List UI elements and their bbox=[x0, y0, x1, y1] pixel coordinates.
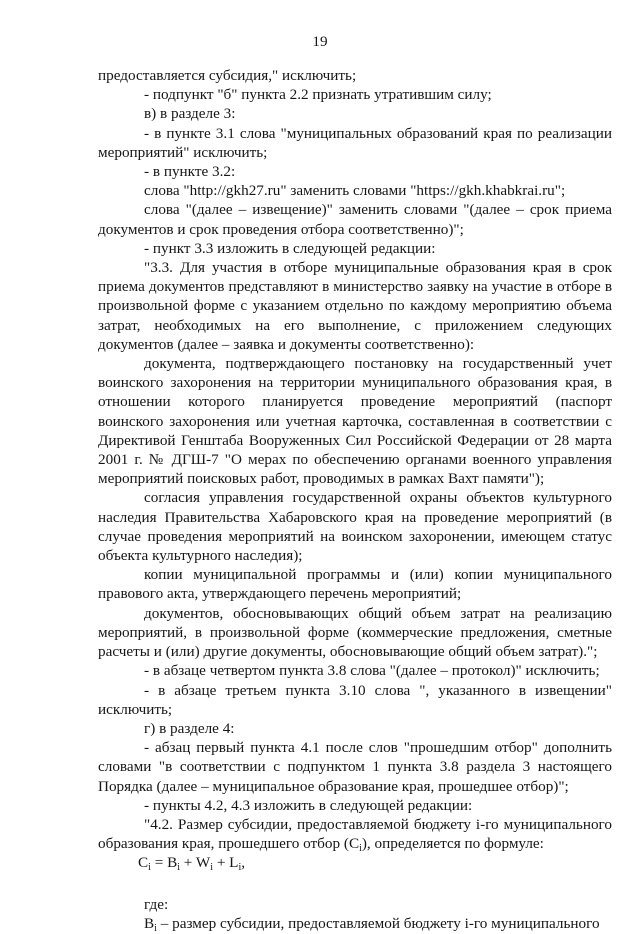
paragraph-text: ), определяется по формуле: bbox=[361, 835, 544, 853]
paragraph: документов, обосновывающих общий объем затрат на реализацию мероприятий, в произвольной форме (коммерческие предложения, сметные расчеты и (или) другие документы, обосновывающие общий объем затрат)."; bbox=[98, 604, 612, 661]
paragraph: слова "(далее – извещение)" заменить словами "(далее – срок приема документов и срок проведения отбора соответственно)"; bbox=[98, 201, 612, 238]
paragraph bbox=[98, 815, 612, 853]
spacer bbox=[98, 873, 612, 895]
paragraph: - пункт 3.3 изложить в следующей редакции: bbox=[144, 239, 436, 257]
formula-term: + W bbox=[180, 854, 211, 872]
paragraph: г) в разделе 4: bbox=[144, 719, 235, 737]
paragraph: - в абзаце третьем пункта 3.10 слова ", указанного в извещении" исключить; bbox=[98, 681, 612, 718]
formula-term: + L bbox=[213, 854, 239, 872]
subscript: i bbox=[148, 862, 151, 874]
subscript: i bbox=[154, 922, 157, 934]
paragraph: "3.3. Для участия в отборе муниципальные образования края в срок приема документов представляют в министерство заявку на участие в отборе в произвольной форме с указанием отдельно по каждому мероприятию объема затрат, необходимых на его выполнение, с приложением следующих документов (далее – заявка и документы соответственно): bbox=[98, 259, 612, 353]
paragraph-text: – размер субсидии, предоставляемой бюджету i-го муниципального bbox=[156, 914, 600, 932]
page-number: 19 bbox=[312, 33, 328, 50]
paragraph: документа, подтверждающего постановку на государственный учет воинского захоронения на территории муниципального образования края, в отношении которого планируется проведение мероприятий (паспорт воинского захоронения или учетная карточка, составленная в соответствии с Директивой Генштаба Вооруженных Сил Российской Федерации от 28 марта 2001 г. № ДГШ-7 "О мерах по обеспечению органами военного управления мероприятий поисковых работ, проводимых в рамках Вахт памяти"); bbox=[98, 355, 612, 488]
subscript: i bbox=[177, 862, 180, 874]
document-body bbox=[98, 66, 612, 933]
paragraph: - в абзаце четвертом пункта 3.8 слова "(далее – протокол)" исключить; bbox=[144, 662, 600, 680]
paragraph: копии муниципальной программы и (или) копии муниципального правового акта, утверждающего перечень мероприятий; bbox=[98, 566, 612, 603]
subscript: i bbox=[238, 862, 242, 874]
paragraph: - абзац первый пункта 4.1 после слов "прошедшим отбор" дополнить словами "в соответствии с подпунктом 1 пункта 3.8 раздела 3 настоящего Порядка (далее – муниципальное образование края, прошедшее отбор)"; bbox=[98, 739, 612, 795]
paragraph: согласия управления государственной охраны объектов культурного наследия Правительства Хабаровского края на проведение мероприятий (в случае проведения мероприятий на воинском захоронении, имеющем статус объекта культурного наследия); bbox=[98, 489, 612, 565]
paragraph bbox=[98, 914, 612, 933]
paragraph: в) в разделе 3: bbox=[144, 105, 236, 123]
subscript: i bbox=[210, 862, 214, 874]
paragraph: где: bbox=[144, 895, 169, 913]
formula-term: = B bbox=[150, 854, 178, 872]
formula-term: C bbox=[138, 854, 149, 872]
paragraph: - в пункте 3.1 слова "муниципальных образований края по реализации мероприятий" исключить; bbox=[98, 124, 612, 161]
paragraph: предоставляется субсидия," исключить; bbox=[98, 67, 357, 84]
paragraph: - подпункт "б" пункта 2.2 признать утратившим силу; bbox=[144, 86, 492, 104]
paragraph: - пункты 4.2, 4.3 изложить в следующей редакции: bbox=[144, 796, 473, 814]
paragraph-text: "4.2. Размер субсидии, предоставляемой бюджету i-го муниципального образования края, прошедшего отбор (C bbox=[98, 815, 612, 853]
paragraph: слова "http://gkh27.ru" заменить словами "https://gkh.khabkrai.ru"; bbox=[144, 182, 566, 200]
paragraph: - в пункте 3.2: bbox=[144, 163, 236, 181]
formula-term: , bbox=[241, 854, 246, 872]
subscript: i bbox=[359, 843, 362, 855]
paragraph-text: B bbox=[144, 914, 155, 932]
formula bbox=[98, 853, 612, 872]
